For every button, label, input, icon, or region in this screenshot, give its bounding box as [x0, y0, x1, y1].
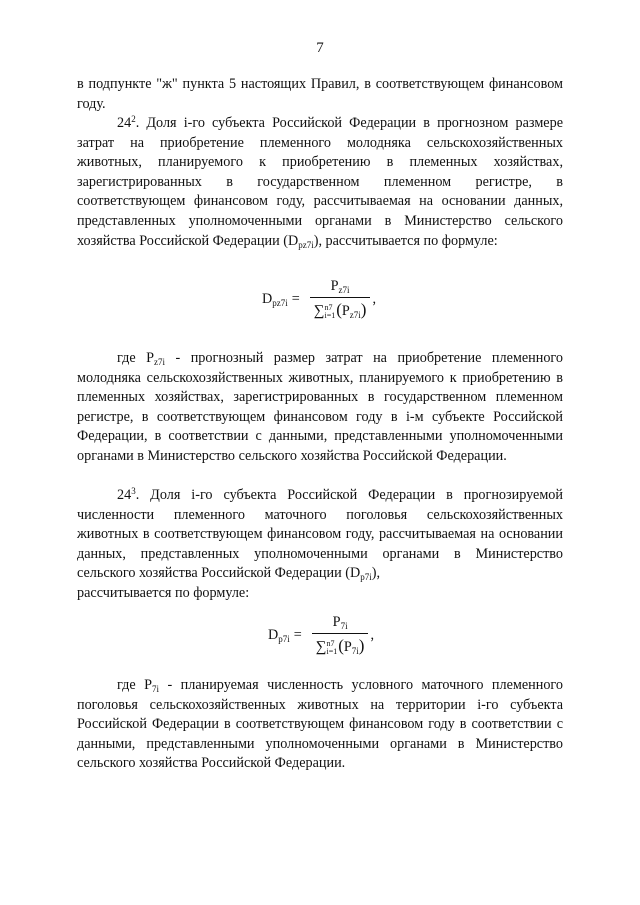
- left-paren: (: [338, 636, 344, 655]
- sum-limits: [324, 304, 335, 320]
- where-symbol-subscript: z7i: [154, 357, 166, 367]
- sum-lower-limit: i=1: [324, 310, 336, 320]
- paragraph-text: . Доля i-го субъекта Российской Федерации в прогнозном размере затрат на приобретение племенного молодняка сельскохозяйственных животных, планируемого к приобретению в племенных хозяйствах, зарегистрированных в государственном племенном регистре, в соответствующем финансовом году, рассчитываемая на основании данных, представленных уполномоченными органами в Министерство сельского хозяйства Российской Федерации (: [77, 115, 563, 249]
- numerator-symbol: P: [330, 278, 339, 294]
- fraction: [312, 614, 369, 656]
- lhs-symbol: D: [268, 626, 279, 643]
- where-clause-2: [77, 676, 563, 774]
- where-text: - прогнозный размер затрат на приобретение племенного молодняка сельскохозяйственных животных, планируемого к приобретению в племенных хозяйствах, зарегистрированных в государственном племенном регистре, в соответствующем финансовом году в i-м субъекте Российской Федерации, в соответствии с данными, представленными уполномоченными органами в Министерство сельского хозяйства Российской Федерации.: [77, 350, 563, 464]
- sum-upper-limit: n7: [324, 302, 333, 312]
- where-lead: где: [117, 677, 145, 693]
- lhs-subscript: pz7i: [272, 297, 288, 308]
- paragraph-number-superscript: 2: [131, 114, 136, 124]
- denominator: [312, 633, 369, 656]
- formula-dp7i: [268, 614, 374, 656]
- sum-symbol: ∑: [313, 303, 325, 319]
- denominator-subscript: z7i: [349, 310, 361, 320]
- equals-sign: =: [293, 626, 302, 643]
- symbol-d: D: [287, 232, 299, 249]
- paragraph-number: 24: [117, 115, 132, 131]
- formula-comma: ,: [372, 290, 376, 307]
- where-text: - планируемая численность условного маточного племенного поголовья сельскохозяйственных животных на территории i-го субъекта Российской Федерации в соответствующем финансовом году в соответствии с данными, представленными уполномоченными органами в Министерство сельского хозяйства Российской Федерации.: [77, 677, 563, 772]
- sum-symbol: ∑: [315, 639, 327, 655]
- paragraph-24-2: [77, 114, 563, 251]
- left-paren: (: [336, 300, 342, 319]
- formula-comma: ,: [370, 626, 375, 643]
- page-number: 7: [316, 40, 324, 56]
- right-paren: ): [358, 636, 365, 655]
- paragraph-text: . Доля i-го субъекта Российской Федерации в прогнозируемой численности племенного маточного поголовья сельскохозяйственных животных в соответствующем финансовом году, рассчитываемая на основании данных, представленных уполномоченными органами в Министерство сельского хозяйства Российской Федерации (: [77, 487, 563, 582]
- paragraph-number-superscript: 3: [131, 486, 136, 496]
- lhs-subscript: p7i: [278, 633, 290, 644]
- symbol-subscript: pz7i: [298, 239, 314, 250]
- paragraph-continuation: в подпункте "ж" пункта 5 настоящих Правил, в соответствующем финансовом году.: [77, 76, 563, 112]
- paragraph-text-end: ),: [371, 565, 380, 582]
- denominator-symbol: P: [341, 303, 350, 319]
- numerator-symbol: P: [332, 614, 341, 630]
- numerator-subscript: z7i: [338, 285, 350, 295]
- paragraph-number: 24: [117, 487, 132, 503]
- denominator-subscript: 7i: [351, 646, 359, 656]
- lhs-symbol: D: [262, 290, 273, 307]
- paragraph-24-3: [77, 486, 563, 604]
- paragraph-text-formula-lead: рассчитывается по формуле:: [77, 584, 250, 601]
- formula-dpz7i: [262, 278, 376, 320]
- denominator: [310, 297, 371, 320]
- sum-limits: [326, 640, 337, 656]
- sum-upper-limit: n7: [326, 638, 335, 648]
- where-symbol-subscript: 7i: [151, 684, 159, 694]
- where-clause-1: [77, 349, 563, 467]
- where-symbol: P: [144, 677, 152, 693]
- paragraph-text-end: ), рассчитывается по формуле:: [313, 232, 498, 249]
- numerator: [327, 278, 354, 297]
- right-paren: ): [360, 300, 367, 319]
- numerator-subscript: 7i: [340, 621, 348, 631]
- where-lead: где: [117, 350, 147, 366]
- sum-lower-limit: i=1: [326, 646, 338, 656]
- fraction: [310, 278, 371, 320]
- symbol-d: D: [349, 565, 361, 582]
- denominator-symbol: P: [343, 639, 352, 655]
- numerator: [329, 614, 352, 633]
- equals-sign: =: [291, 290, 300, 307]
- formula-lhs: [268, 627, 290, 644]
- where-symbol: P: [146, 350, 155, 366]
- formula-lhs: [262, 291, 288, 308]
- symbol-subscript: p7i: [360, 572, 372, 583]
